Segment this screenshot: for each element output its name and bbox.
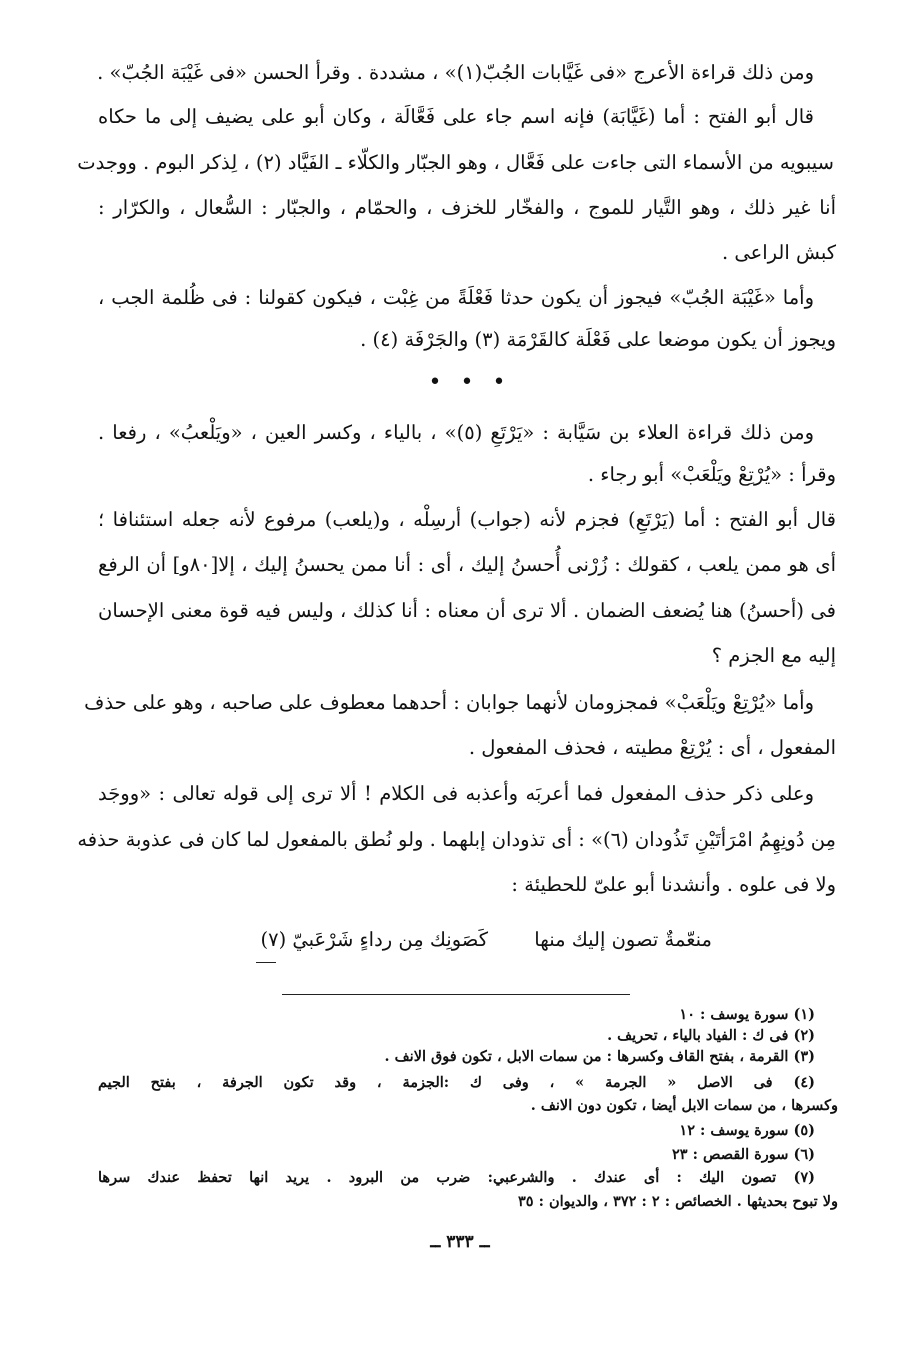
footnote-4-cont: وكسرها ، من سمات الابل أيضا ، تكون دون الانف .: [530, 1097, 838, 1114]
footnote-3: (٣) القرمة ، بفتح القاف وكسرها : من سمات الابل ، تكون فوق الانف .: [384, 1048, 815, 1065]
body-line-9: وقرأ : «يُرْتِعْ ويَلْعَبْ» أبو رجاء .: [587, 463, 836, 486]
verse-hemistich-1: منعّمةٌ تصون إليك منها: [534, 928, 712, 951]
body-line-16: وعلى ذكر حذف المفعول فما أعربَه وأعذبه فى الكلام ! ألا ترى إلى قوله تعالى : «ووجَد: [98, 782, 814, 805]
body-line-2: قال أبو الفتح : أما (غَيَّابَة) فإنه اسم جاء على فَعَّالَة ، وكان أبو على يضيف إلى ما حكاه: [98, 105, 814, 128]
body-line-6: وأما «غَيْبَة الجُبّ» فيجوز أن يكون حدثا فَعْلَةً من غِبْت ، فيكون كقولنا : فى ظُلمة الجب ،: [98, 286, 814, 309]
body-line-8: ومن ذلك قراءة العلاء بن سَيَّابة : «يَرْتَعِ (٥)» ، بالياء ، وكسر العين ، «ويَلْعبُ» ، رفعا .: [98, 421, 814, 444]
body-line-13: إليه مع الجزم ؟: [711, 644, 836, 667]
footnote-7: (٧) تصون اليك : أى عندك . والشرعبي: ضرب من البرود . يريد انها تحفظ عندك سرها: [98, 1169, 815, 1186]
body-line-15: المفعول ، أى : يُرْتِعْ مطيته ، فحذف المفعول .: [468, 736, 836, 759]
footnote-6: (٦) سورة القصص : ٢٣: [671, 1146, 815, 1163]
page-number: ــ ٣٣٣ ــ: [430, 1232, 490, 1252]
body-line-11: أى هو ممن يلعب ، كقولك : زُرْنى أُحسنُ إليك ، أى : أنا ممن يحسنُ إليك ، إلا[٨٠و] أن الرفع: [98, 553, 836, 576]
body-line-3: سيبويه من الأسماء التى جاءت على فَعَّال ، وهو الجبّار والكلّاء ـ الفَيَّاد (٢) ، لِذكر البوم . ووجدت: [77, 151, 834, 174]
body-line-18: ولا فى علوه . وأنشدنا أبو علىّ للحطيئة :: [511, 873, 836, 896]
verse-hemistich-2: كَصَونِك مِن رداءٍ شَرْعَبيّ (٧): [260, 928, 488, 951]
body-line-7: ويجوز أن يكون موضعا على فَعْلَة كالقَرْمَة (٣) والجَرْفَة (٤) .: [360, 328, 836, 351]
footnote-5: (٥) سورة يوسف : ١٢: [679, 1122, 815, 1139]
footnote-4: (٤) فى الاصل « الجرمة » ، وفى ك :الجزمة ، وقد تكون الجرفة ، بفتح الجيم: [98, 1074, 815, 1091]
body-line-10: قال أبو الفتح : أما (يَرْتَعِ) فجزم لأنه (جواب) أرسِلْه ، و(يلعب) مرفوع لأنه جعله استئنافا ؛: [98, 508, 836, 531]
body-line-12: فى (أحسنُ) هنا يُضعف الضمان . ألا ترى أن معناه : أنا كذلك ، وليس فيه قوة معنى الإحسان: [98, 599, 836, 622]
verse-underline: [256, 962, 276, 963]
body-line-1: ومن ذلك قراءة الأعرج «فى غَيَّابات الجُبّ(١)» ، مشددة . وقرأ الحسن «فى غَيْبَة الجُبّ» .: [97, 61, 814, 84]
body-line-17: مِن دُونِهِمُ امْرَأتَيْنِ تَذُودان (٦)» : أى تذودان إبلهما . ولو نُطق بالمفعول لما كان فى عذوبة حذفه: [77, 828, 836, 851]
body-line-5: كبش الراعى .: [721, 241, 836, 264]
body-line-14: وأما «يُرْتِعْ ويَلْعَبْ» فمجزومان لأنهما جوابان : أحدهما معطوف على صاحبه ، وهو على حذف: [84, 691, 814, 714]
section-separator: • • •: [428, 370, 512, 395]
footnote-7-cont: ولا تبوح بحديثها . الخصائص : ٢ : ٣٧٢ ، والديوان : ٣٥: [517, 1193, 838, 1210]
footnote-2: (٢) فى ك : الفياد بالياء ، تحريف .: [607, 1027, 815, 1044]
body-line-4: أنا غير ذلك ، وهو التَّيار للموج ، والفخّار للخزف ، والحمّام ، والجبّار : السُّعال ، والكرّار :: [98, 196, 836, 219]
footnote-separator: [282, 994, 630, 995]
footnote-1: (١) سورة يوسف : ١٠: [679, 1006, 815, 1023]
